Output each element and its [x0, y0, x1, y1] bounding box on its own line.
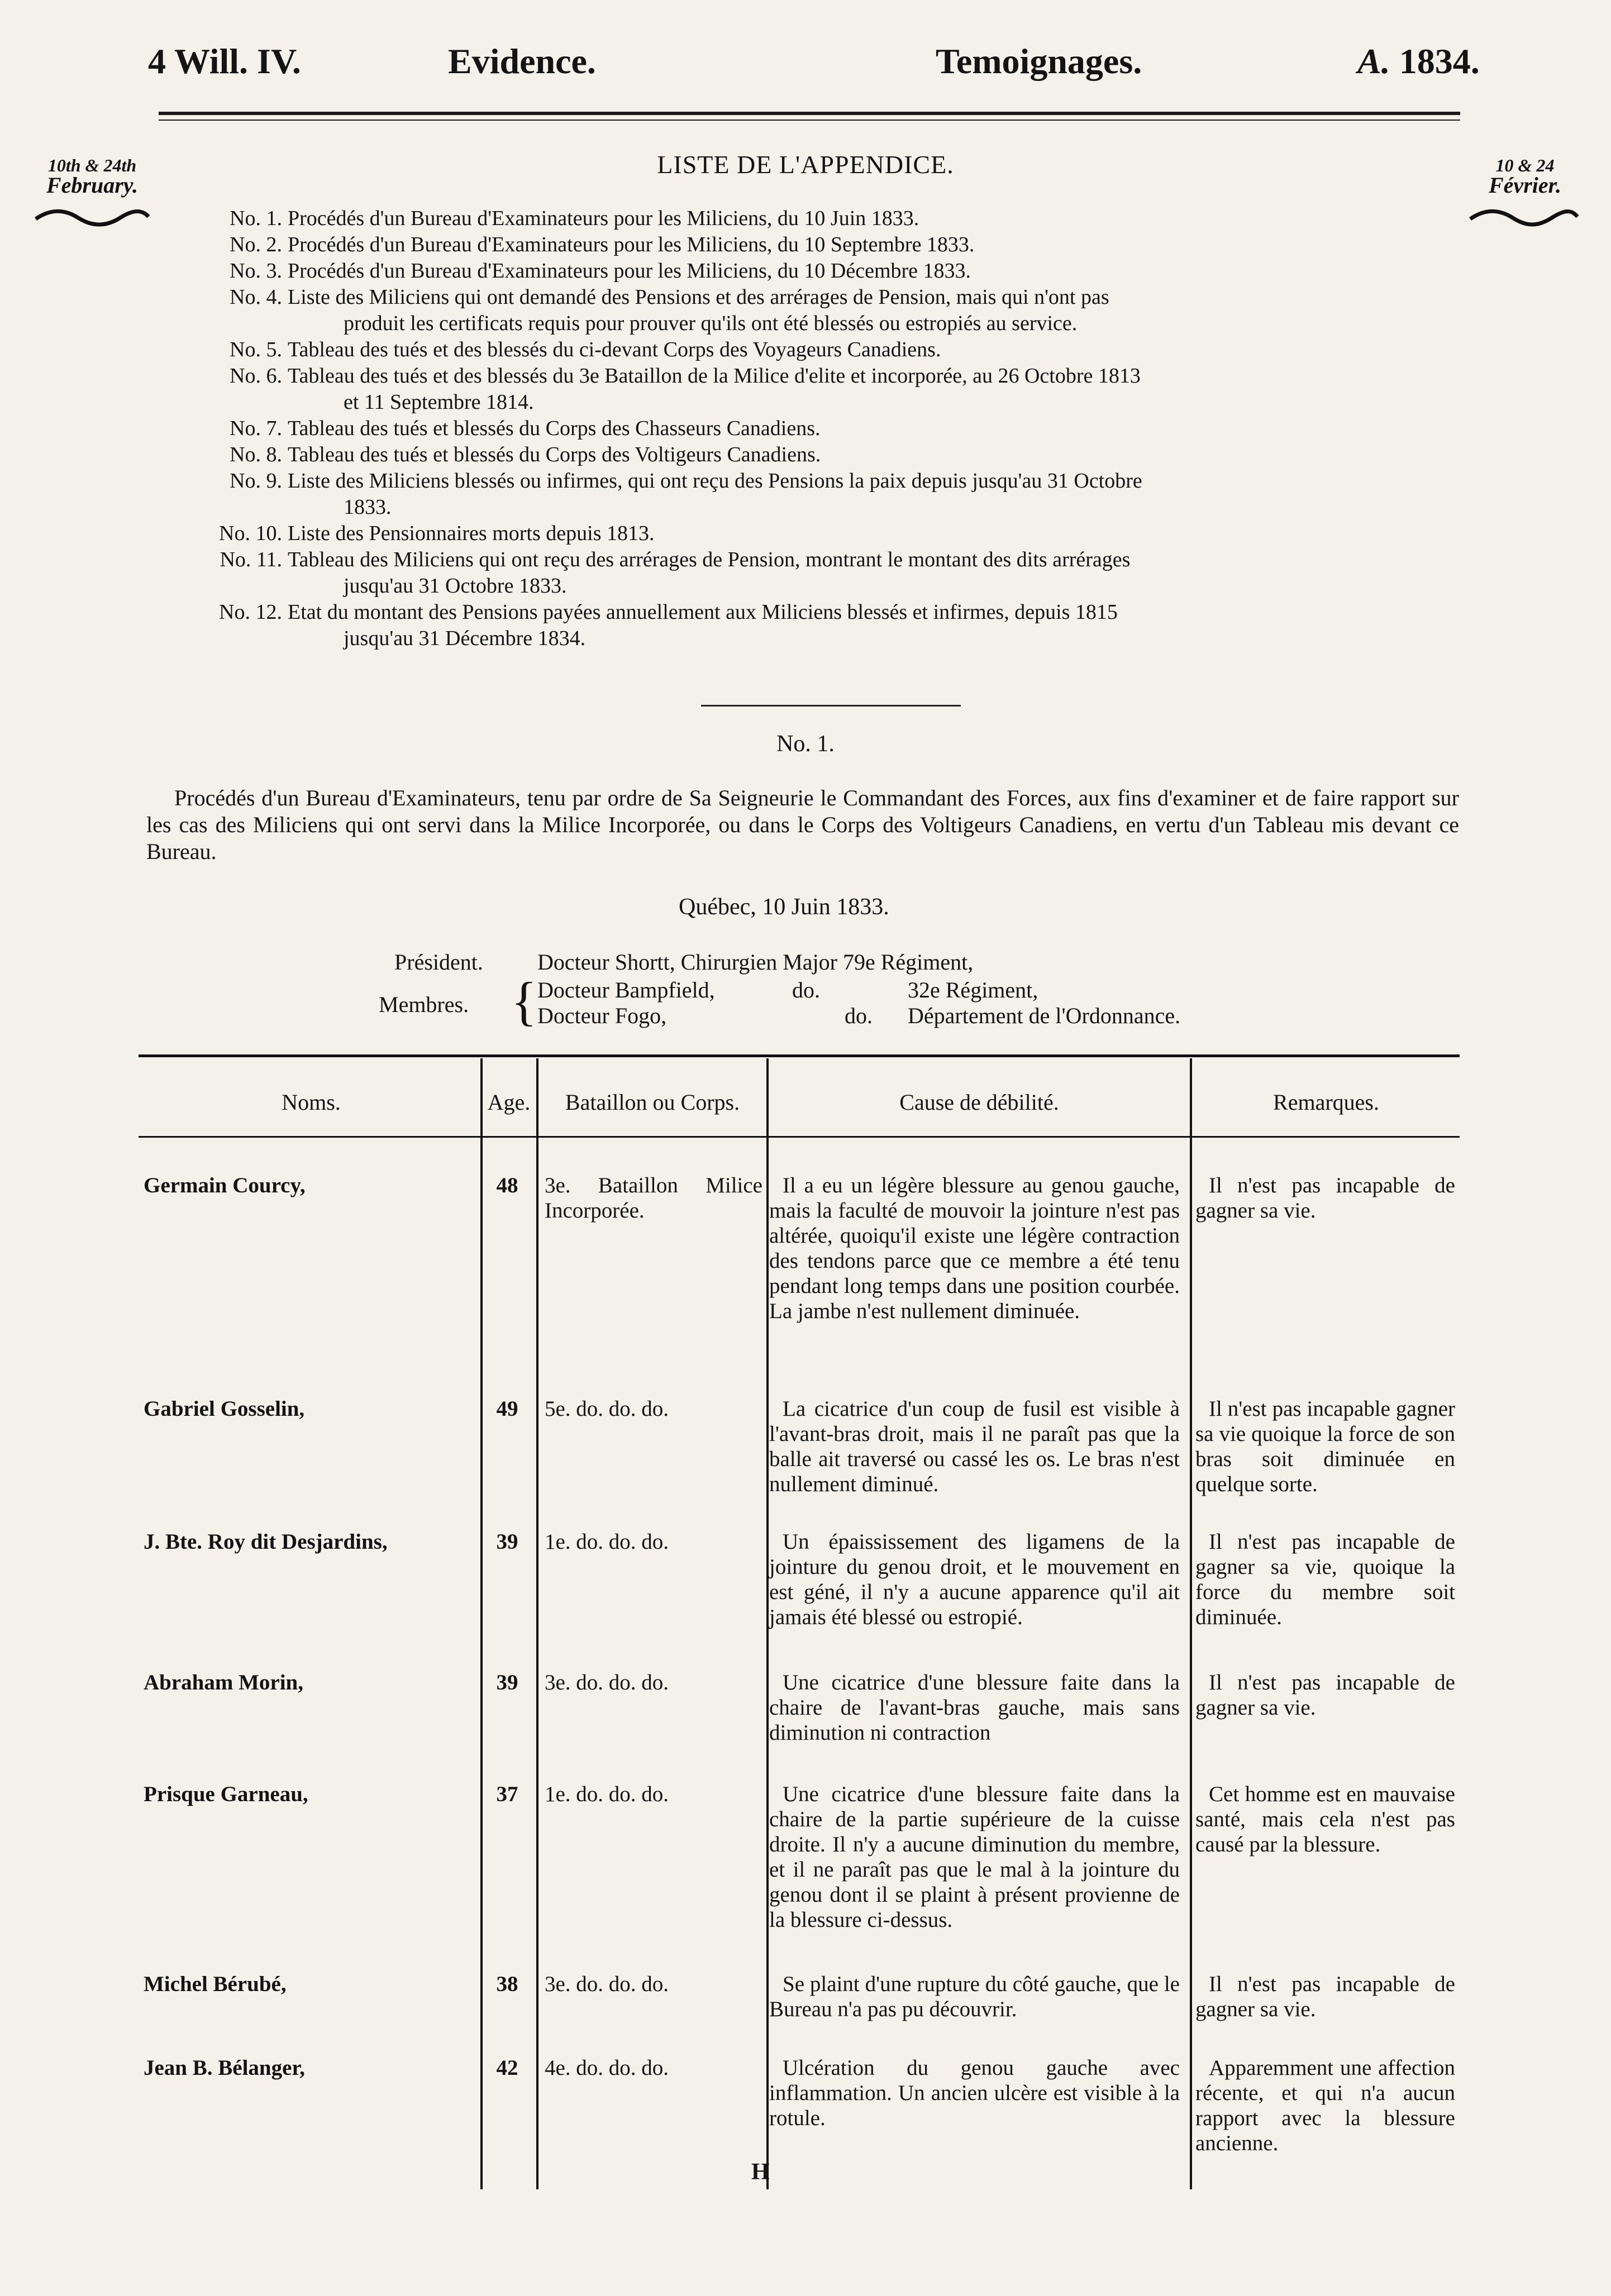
table-header-rule — [139, 1136, 1460, 1138]
table-row-corps: 1e. do. do. do. — [545, 1530, 669, 1554]
appendix-item-text: Liste des Miliciens qui ont demandé des Pensions et des arrérages de Pension, mais qui n'ont pas — [288, 285, 1109, 309]
table-row-remarks: Il n'est pas incapable de gagner sa vie, quoique la force du membre soit diminuée. — [1195, 1530, 1455, 1629]
appendix-item-text: Tableau des tués et des blessés du 3e Bataillon de la Milice d'elite et incorporée, au 26 Octobre 1813 — [288, 364, 1141, 388]
member-name: Docteur Fogo, — [537, 1003, 667, 1028]
appendix-item-number: No. 12. — [219, 600, 282, 624]
appendix-item-number: No. 3. — [230, 259, 282, 283]
table-row-name: Prisque Garneau, — [144, 1782, 308, 1806]
appendix-item-text: Liste des Pensionnaires morts depuis 1813. — [288, 522, 655, 545]
margin-right-month: Février. — [1489, 173, 1561, 198]
signature-mark: H — [751, 2159, 770, 2185]
member-ditto: do. — [792, 977, 820, 1003]
member-role: 32e Régiment, — [908, 977, 1038, 1003]
table-row-corps: 4e. do. do. do. — [545, 2056, 669, 2080]
table-row-age: 42 — [496, 2056, 518, 2080]
appendix-item-continuation: jusqu'au 31 Décembre 1834. — [344, 627, 586, 650]
member-role: Département de l'Ordonnance. — [908, 1003, 1181, 1028]
appendix-list-title: LISTE DE L'APPENDICE. — [657, 150, 954, 179]
table-row-age: 39 — [496, 1670, 518, 1694]
appendix-item-number: No. 10. — [219, 522, 282, 545]
column-header-name: Noms. — [282, 1090, 341, 1115]
table-top-rule — [139, 1054, 1460, 1057]
column-divider — [1190, 1058, 1192, 2189]
table-row-remarks: Cet homme est en mauvaise santé, mais cela n'est pas causé par la blessure. — [1195, 1782, 1455, 1856]
appendix-item — [168, 468, 1452, 521]
header-rule-thick — [159, 112, 1460, 115]
appendix-item-number: No. 7. — [230, 417, 282, 440]
table-row-corps: 3e. do. do. do. — [545, 1972, 669, 1996]
appendix-item-text: Procédés d'un Bureau d'Examinateurs pour les Miliciens, du 10 Décembre 1833. — [288, 259, 971, 283]
table-row-remarks: Il n'est pas incapable gagner sa vie quoique la force de son bras soit diminuée en quelque sorte. — [1195, 1397, 1455, 1496]
appendix-item-text: Liste des Miliciens blessés ou infirmes, qui ont reçu des Pensions la paix depuis jusqu'au 31 Octobre — [288, 469, 1142, 493]
column-header-corps: Bataillon ou Corps. — [565, 1090, 740, 1115]
table-row-age: 48 — [496, 1173, 518, 1197]
appendix-item — [168, 206, 1452, 232]
member-name: Docteur Bampfield, — [537, 977, 715, 1003]
appendix-list — [168, 206, 1452, 652]
table-row-cause: Il a eu un légère blessure au genou gauche, mais la faculté de mouvoir la jointure n'est pas altérée, quoiqu'il existe une légère contraction des tendons parce que ce membre a été tenu pendant long temps dans une position courbée. La jambe n'est nullement diminuée. — [769, 1173, 1180, 1323]
header-evidence: Evidence. — [448, 41, 596, 81]
appendix-item-text: Tableau des Miliciens qui ont reçu des arrérages de Pension, montrant le montant des dits arrérages — [288, 548, 1131, 571]
column-divider — [766, 1058, 769, 2189]
header-temoignages: Temoignages. — [936, 41, 1142, 81]
appendix-item-text: Tableau des tués et des blessés du ci-devant Corps des Voyageurs Canadiens. — [288, 338, 941, 361]
members-brace: { — [511, 971, 537, 1031]
table-row-cause: La cicatrice d'un coup de fusil est visible à l'avant-bras droit, mais il ne paraît pas que la balle ait traversé ou cassé les os. Le bras n'est nullement diminué. — [769, 1397, 1180, 1496]
section-number: No. 1. — [776, 731, 835, 757]
column-header-age: Age. — [487, 1090, 531, 1115]
appendix-item-continuation: 1833. — [344, 495, 392, 519]
column-divider — [480, 1058, 483, 2189]
header-session: 4 Will. IV. — [148, 41, 301, 81]
appendix-item-text: Procédés d'un Bureau d'Examinateurs pour les Miliciens, du 10 Septembre 1833. — [288, 233, 975, 256]
table-row-corps: 3e. do. do. do. — [545, 1670, 669, 1694]
appendix-item — [168, 337, 1452, 363]
members-label: Membres. — [379, 992, 469, 1017]
appendix-item-number: No. 4. — [230, 285, 282, 309]
appendix-item-number: No. 2. — [230, 233, 282, 256]
appendix-item — [168, 258, 1452, 284]
table-row-remarks: Il n'est pas incapable de gagner sa vie. — [1195, 1173, 1455, 1223]
appendix-item — [168, 599, 1452, 652]
table-row-cause: Une cicatrice d'une blessure faite dans la chaire de la partie supérieure de la cuisse droite. Il n'y a aucune diminution du membre, et il ne paraît pas que le mal à la jointure du genou dont il se plaint à présent provienne de la blessure ci-dessus. — [769, 1782, 1180, 1932]
margin-swash-right — [1468, 207, 1580, 229]
appendix-item-number: No. 9. — [230, 469, 282, 493]
margin-swash-left — [34, 207, 151, 229]
column-header-cause: Cause de débilité. — [899, 1090, 1059, 1115]
appendix-item — [168, 232, 1452, 258]
president-name: Docteur Shortt, Chirurgien Major 79e Régiment, — [537, 949, 974, 975]
header-rule-thin — [159, 120, 1460, 121]
table-row-name: J. Bte. Roy dit Desjardins, — [144, 1530, 388, 1554]
intro-paragraph: Procédés d'un Bureau d'Examinateurs, tenu par ordre de Sa Seigneurie le Commandant des Forces, aux fins d'examiner et de faire rapport sur les cas des Miliciens qui ont servi dans la Milice Incorporée, ou dans le Corps des Voltigeurs Canadiens, en vertu d'un Tableau mis devant ce Bureau. — [146, 785, 1459, 864]
appendix-item-number: No. 8. — [230, 443, 282, 466]
column-divider — [536, 1058, 538, 2189]
table-row-corps: 5e. do. do. do. — [545, 1397, 669, 1421]
table-row-remarks: Apparemment une affection récente, et qui n'a aucun rapport avec la blessure ancienne. — [1195, 2056, 1455, 2155]
appendix-item — [168, 284, 1452, 337]
appendix-item-continuation: produit les certificats requis pour prouver qu'ils ont été blessés ou estropiés au service. — [344, 312, 1078, 335]
header-year-text: 1834. — [1399, 41, 1480, 81]
table-row-name: Germain Courcy, — [144, 1173, 306, 1197]
appendix-item — [168, 416, 1452, 442]
column-header-remarks: Remarques. — [1273, 1090, 1379, 1115]
appendix-item-continuation: et 11 Septembre 1814. — [344, 390, 534, 414]
appendix-item — [168, 521, 1452, 547]
margin-left-month: February. — [46, 173, 139, 198]
appendix-item — [168, 547, 1452, 599]
table-row-cause: Un épaississement des ligamens de la jointure du genou droit, et le mouvement en est géné, il n'y a aucune apparence qu'il ait jamais été blessé ou estropié. — [769, 1530, 1180, 1629]
table-row-name: Abraham Morin, — [144, 1670, 303, 1694]
table-row-cause: Une cicatrice d'une blessure faite dans la chaire de l'avant-bras gauche, mais sans diminution ni contraction — [769, 1670, 1180, 1745]
table-row-age: 37 — [496, 1782, 518, 1806]
table-row-age: 38 — [496, 1972, 518, 1996]
table-row-cause: Ulcération du genou gauche avec inflammation. Un ancien ulcère est visible à la rotule. — [769, 2056, 1180, 2130]
appendix-item-text: Tableau des tués et blessés du Corps des Chasseurs Canadiens. — [288, 417, 821, 440]
margin-left-date: 10th & 24th — [47, 155, 137, 175]
appendix-item-number: No. 1. — [230, 207, 282, 230]
table-row-name: Michel Bérubé, — [144, 1972, 287, 1996]
table-row-remarks: Il n'est pas incapable de gagner sa vie. — [1195, 1670, 1455, 1720]
margin-right-date: 10 & 24 — [1495, 155, 1555, 175]
table-row-name: Jean B. Bélanger, — [144, 2056, 305, 2080]
table-row-name: Gabriel Gosselin, — [144, 1397, 305, 1421]
header-a: A. — [1357, 41, 1390, 81]
table-row-age: 49 — [496, 1397, 518, 1421]
appendix-item-text: Tableau des tués et blessés du Corps des Voltigeurs Canadiens. — [288, 443, 821, 466]
section-divider — [701, 705, 961, 707]
appendix-item-number: No. 5. — [230, 338, 282, 361]
president-label: Président. — [394, 949, 483, 975]
appendix-item-number: No. 11. — [220, 548, 282, 571]
header-year — [1357, 41, 1480, 81]
table-row-remarks: Il n'est pas incapable de gagner sa vie. — [1195, 1972, 1455, 2021]
appendix-item-number: No. 6. — [230, 364, 282, 388]
place-date: Québec, 10 Juin 1833. — [679, 894, 889, 920]
member-ditto: do. — [845, 1003, 873, 1028]
table-row-corps: 3e. Bataillon Milice Incorporée. — [545, 1173, 762, 1223]
appendix-item-continuation: jusqu'au 31 Octobre 1833. — [344, 574, 567, 598]
table-row-age: 39 — [496, 1530, 518, 1554]
table-row-corps: 1e. do. do. do. — [545, 1782, 669, 1806]
appendix-item-text: Procédés d'un Bureau d'Examinateurs pour les Miliciens, du 10 Juin 1833. — [288, 207, 919, 230]
table-row-cause: Se plaint d'une rupture du côté gauche, que le Bureau n'a pas pu découvrir. — [769, 1972, 1180, 2021]
appendix-item — [168, 363, 1452, 416]
appendix-item-text: Etat du montant des Pensions payées annuellement aux Miliciens blessés et infirmes, depuis 1815 — [288, 600, 1118, 624]
appendix-item — [168, 442, 1452, 468]
